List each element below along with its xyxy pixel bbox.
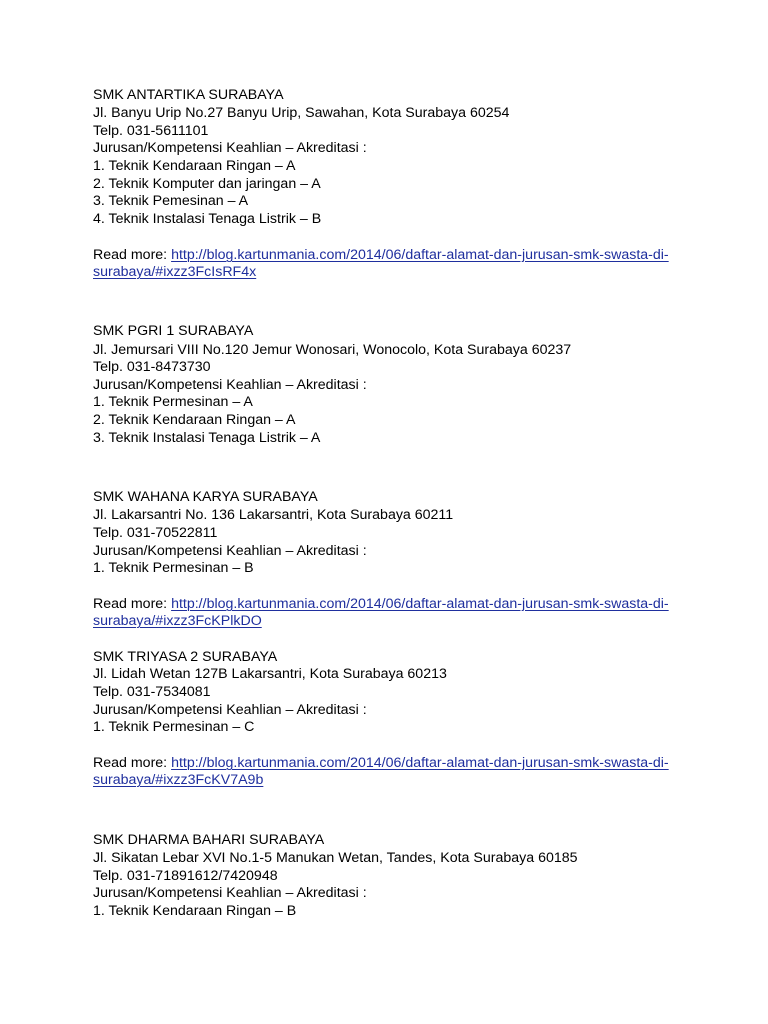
read-more-link[interactable]: http://blog.kartunmania.com/2014/06/daftar-alamat-dan-jurusan-smk-swasta-di-: [171, 247, 669, 263]
school-phone: Telp. 031-71891612/7420948: [93, 868, 278, 884]
programs-heading: Jurusan/Kompetensi Keahlian – Akreditasi :: [93, 140, 367, 156]
school-name: SMK WAHANA KARYA SURABAYA: [93, 489, 318, 505]
school-address: Jl. Banyu Urip No.27 Banyu Urip, Sawahan, Kota Surabaya 60254: [93, 105, 510, 121]
school-phone: Telp. 031-70522811: [93, 525, 218, 541]
programs-heading: Jurusan/Kompetensi Keahlian – Akreditasi :: [93, 702, 367, 718]
program-item: 1. Teknik Kendaraan Ringan – B: [93, 903, 297, 919]
school-phone: Telp. 031-5611101: [93, 123, 209, 139]
school-phone: Telp. 031-7534081: [93, 684, 211, 700]
read-more-link-continued[interactable]: surabaya/#ixzz3FcKPlkDO: [93, 613, 262, 629]
program-item: 3. Teknik Pemesinan – A: [93, 193, 249, 209]
program-item: 1. Teknik Kendaraan Ringan – A: [93, 158, 296, 174]
school-name: SMK DHARMA BAHARI SURABAYA: [93, 832, 325, 848]
read-more-link[interactable]: http://blog.kartunmania.com/2014/06/daftar-alamat-dan-jurusan-smk-swasta-di-: [171, 755, 669, 771]
program-item: 4. Teknik Instalasi Tenaga Listrik – B: [93, 211, 322, 227]
program-item: 1. Teknik Permesinan – C: [93, 719, 255, 735]
program-item: 1. Teknik Permesinan – B: [93, 560, 254, 576]
programs-heading: Jurusan/Kompetensi Keahlian – Akreditasi :: [93, 885, 367, 901]
read-more: [93, 595, 669, 613]
school-address: Jl. Lidah Wetan 127B Lakarsantri, Kota Surabaya 60213: [93, 666, 447, 682]
read-more-label: Read more:: [93, 755, 172, 771]
read-more-label: Read more:: [93, 247, 172, 263]
read-more-link[interactable]: http://blog.kartunmania.com/2014/06/daftar-alamat-dan-jurusan-smk-swasta-di-: [171, 596, 669, 612]
school-name: SMK ANTARTIKA SURABAYA: [93, 87, 284, 103]
school-phone: Telp. 031-8473730: [93, 359, 211, 375]
read-more-link-continued[interactable]: surabaya/#ixzz3FcIsRF4x: [93, 264, 257, 280]
program-item: 2. Teknik Komputer dan jaringan – A: [93, 176, 321, 192]
programs-heading: Jurusan/Kompetensi Keahlian – Akreditasi :: [93, 543, 367, 559]
school-name: SMK TRIYASA 2 SURABAYA: [93, 649, 278, 665]
school-address: Jl. Sikatan Lebar XVI No.1-5 Manukan Wetan, Tandes, Kota Surabaya 60185: [93, 850, 578, 866]
read-more-link-continued[interactable]: surabaya/#ixzz3FcKV7A9b: [93, 772, 264, 788]
programs-heading: Jurusan/Kompetensi Keahlian – Akreditasi :: [93, 377, 367, 393]
school-address: Jl. Lakarsantri No. 136 Lakarsantri, Kota Surabaya 60211: [93, 507, 454, 523]
school-name: SMK PGRI 1 SURABAYA: [93, 323, 254, 339]
read-more: [93, 754, 669, 772]
program-item: 1. Teknik Permesinan – A: [93, 394, 253, 410]
school-address: Jl. Jemursari VIII No.120 Jemur Wonosari, Wonocolo, Kota Surabaya 60237: [93, 342, 572, 358]
read-more-label: Read more:: [93, 596, 172, 612]
program-item: 3. Teknik Instalasi Tenaga Listrik – A: [93, 430, 321, 446]
program-item: 2. Teknik Kendaraan Ringan – A: [93, 412, 296, 428]
read-more: [93, 246, 669, 264]
